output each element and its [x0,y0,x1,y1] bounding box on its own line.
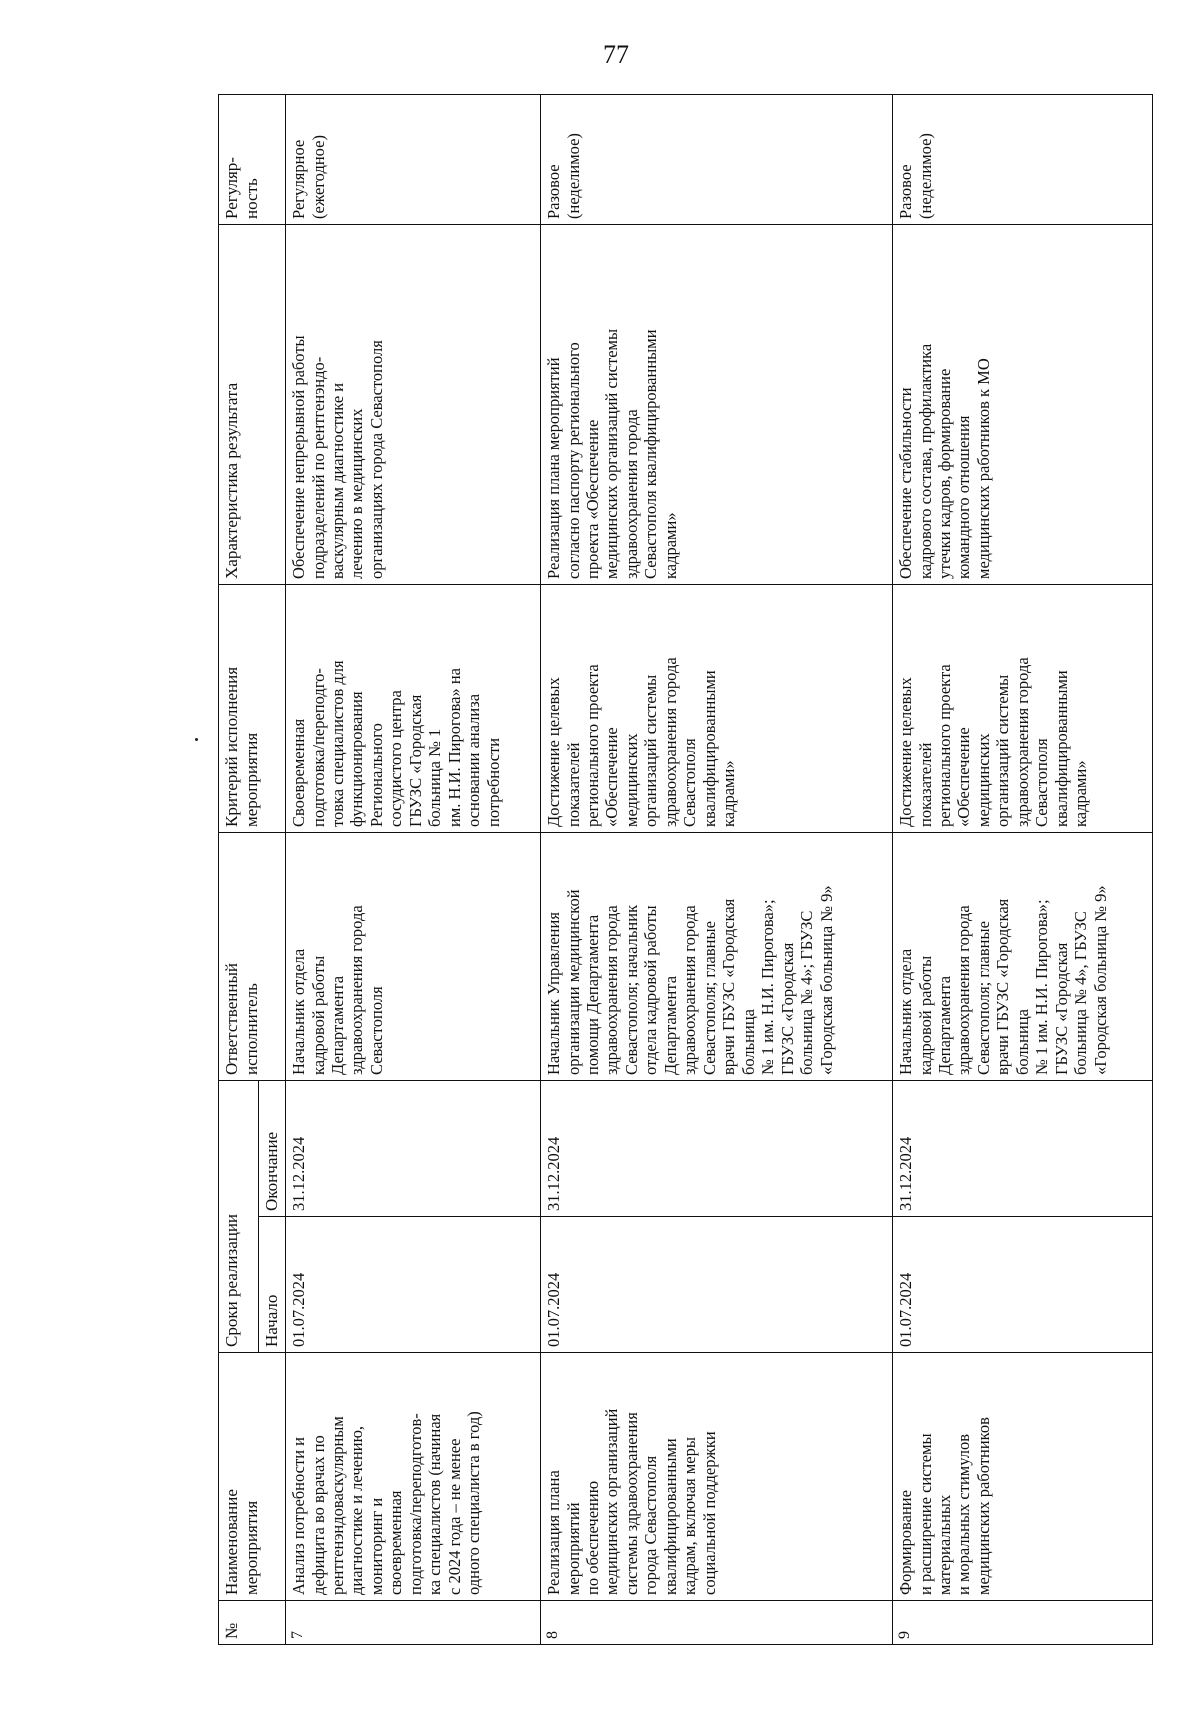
header-responsible: Ответственный исполнитель [219,833,286,1081]
header-no: № [219,1601,286,1645]
table-row-8 [541,95,893,1645]
row-end: 31.12.2024 [286,1081,541,1217]
row-responsible: Начальник отдела кадровой работы Департамента здравоохранения города Севастополя [286,833,541,1081]
row-no: 7 [286,1601,541,1645]
events-table [218,94,1153,1645]
header-regularity: Регуляр- ность [219,95,286,225]
row-name: Реализация плана мероприятий по обеспечению медицинских организаций системы здравоохранения города Севастополя квалифицированными кадрам, включая меры социальной поддержки [541,1353,893,1601]
page-number: 77 [603,40,629,69]
row-responsible: Начальник отдела кадровой работы Департамента здравоохранения города Севастополя; главные врачи ГБУЗС «Городская больница № 1 им. Н.И. Пирогова»; ГБУЗС «Городская больница № 4», ГБУЗС «Городская больница № 9» [893,833,1153,1081]
row-result: Обеспечение стабильности кадрового состава, профилактика утечки кадров, формирование командного отношения медицинских работников к МО [893,225,1153,585]
row-criterion: Достижение целевых показателей регионального проекта «Обеспечение медицинских организаций системы здравоохранения города Севастополя квалифицированными кадрами» [541,585,893,833]
row-start: 01.07.2024 [286,1217,541,1353]
row-start: 01.07.2024 [893,1217,1153,1353]
header-name: Наименование мероприятия [219,1353,286,1601]
row-responsible: Начальник Управления организации медицинской помощи Департамента здравоохранения города Севастополя; начальник отдела кадровой работы Департамента здравоохранения города Севастополя; главные врачи ГБУЗС «Городская больница № 1 им. Н.И. Пирогова»; ГБУЗС «Городская больница № 4»; ГБУЗС «Городская больница № 9» [541,833,893,1081]
header-end: Окончание [259,1081,286,1217]
row-start: 01.07.2024 [541,1217,893,1353]
header-period: Сроки реализации [219,1081,259,1353]
header-criterion: Критерий исполнения мероприятия [219,585,286,833]
table-row-9 [893,95,1153,1645]
row-name: Анализ потребности и дефицита во врачах по рентгенэндоваскулярным диагностике и лечению, мониторинг и своевременная подготовка/переподготов- ка специалистов (начиная с 2024 года – не менее одного специалиста в год) [286,1353,541,1601]
header-start: Начало [259,1217,286,1353]
row-regularity: Регулярное (ежегодное) [286,95,541,225]
row-no: 9 [893,1601,1153,1645]
row-criterion: Достижение целевых показателей регионального проекта «Обеспечение медицинских организаций системы здравоохранения города Севастополя квалифицированными кадрами» [893,585,1153,833]
stray-mark [195,738,198,741]
row-no: 8 [541,1601,893,1645]
row-regularity: Разовое (неделимое) [893,95,1153,225]
row-end: 31.12.2024 [541,1081,893,1217]
row-end: 31.12.2024 [893,1081,1153,1217]
header-result: Характеристика результата [219,225,286,585]
row-name: Формирование и расширение системы материальных и моральных стимулов медицинских работников [893,1353,1153,1601]
rotated-table-container [218,95,1153,1645]
table-row-7 [286,95,541,1645]
row-criterion: Своевременная подготовка/переподго- товка специалистов для функционирования Регионального сосудистого центра ГБУЗС «Городская больница № 1 им. Н.И. Пирогова» на основании анализа потребности [286,585,541,833]
row-result: Обеспечение непрерывной работы подразделений по рентгенэндо- васкулярным диагностике и лечению в медицинских организациях города Севастополя [286,225,541,585]
row-regularity: Разовое (неделимое) [541,95,893,225]
row-result: Реализация плана мероприятий согласно паспорту регионального проекта «Обеспечение медицинских организаций системы здравоохранения города Севастополя квалифицированными кадрами» [541,225,893,585]
